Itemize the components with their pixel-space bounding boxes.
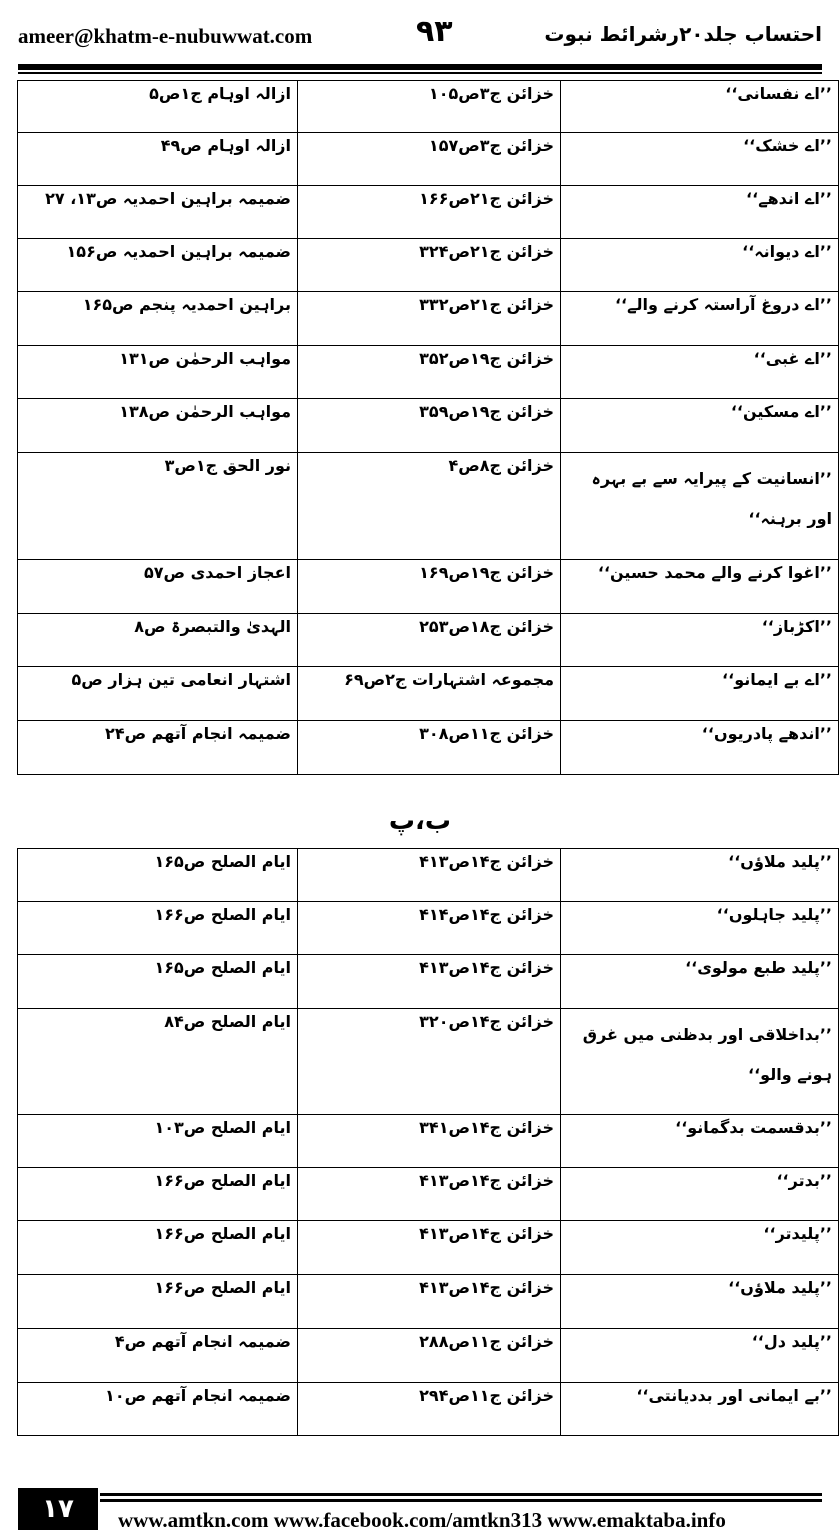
table-row: [18, 955, 839, 1009]
table-row: [18, 239, 839, 292]
word-cell: ’’اے غبی‘‘: [561, 346, 839, 399]
khazain-cell: خزائن ج۱۱ص۲۸۸: [298, 1329, 561, 1383]
khazain-cell: خزائن ج۸ص۴: [298, 453, 561, 560]
khazain-cell: خزائن ج۱۴ص۴۱۴: [298, 902, 561, 955]
source-cell: ضمیمہ انجام آتھم ص۱۰: [18, 1383, 298, 1436]
source-cell: ضمیمہ انجام آتھم ص۲۴: [18, 721, 298, 775]
source-cell: ضمیمہ براہین احمدیہ ص۱۵۶: [18, 239, 298, 292]
header-rule-thin: [18, 72, 822, 74]
header-rule-thick: [18, 64, 822, 70]
table-row: [18, 614, 839, 667]
table-row: [18, 346, 839, 399]
khazain-cell: خزائن ج۱۸ص۲۵۳: [298, 614, 561, 667]
word-cell: ’’پلید جاہلوں‘‘: [561, 902, 839, 955]
source-cell: ضمیمہ انجام آتھم ص۴: [18, 1329, 298, 1383]
word-cell: ’’بداخلاقی اور بدظنی میں غرق ہونے والو‘‘: [561, 1009, 839, 1115]
source-cell: ایام الصلح ص۱۶۶: [18, 1275, 298, 1329]
page-title: احتساب جلد۲۰رشرائط نبوت: [544, 22, 822, 46]
table-row: [18, 292, 839, 346]
source-cell: ایام الصلح ص۱۶۵: [18, 955, 298, 1009]
word-cell: ’’اکڑباز‘‘: [561, 614, 839, 667]
word-cell: ’’اغوا کرنے والے محمد حسین‘‘: [561, 560, 839, 614]
source-cell: نور الحق ج۱ص۳: [18, 453, 298, 560]
table-row: [18, 1221, 839, 1275]
khazain-cell: خزائن ج۱۹ص۳۵۹: [298, 399, 561, 453]
word-cell: ’’اے خشک‘‘: [561, 133, 839, 186]
table-row: [18, 1115, 839, 1168]
khazain-cell: مجموعہ اشتہارات ج۲ص۶۹: [298, 667, 561, 721]
source-cell: ازالہ اوہام ص۴۹: [18, 133, 298, 186]
khazain-cell: خزائن ج۱۴ص۴۱۳: [298, 1168, 561, 1221]
source-cell: ایام الصلح ص۱۶۶: [18, 1221, 298, 1275]
footer-page-number: ۱۷: [18, 1488, 98, 1530]
source-cell: مواہب الرحمٰن ص۱۳۸: [18, 399, 298, 453]
table-row: [18, 560, 839, 614]
source-cell: ازالہ اوہام ج۱ص۵: [18, 81, 298, 133]
words-table-alif: [17, 80, 839, 775]
word-cell: ’’بے ایمانی اور بددیانتی‘‘: [561, 1383, 839, 1436]
table-row: [18, 133, 839, 186]
khazain-cell: خزائن ج۱۱ص۲۹۴: [298, 1383, 561, 1436]
khazain-cell: خزائن ج۱۹ص۳۵۲: [298, 346, 561, 399]
word-cell: ’’اندھے پادریوں‘‘: [561, 721, 839, 775]
khazain-cell: خزائن ج۲۱ص۳۳۲: [298, 292, 561, 346]
page-number: ۹۳: [416, 14, 453, 49]
table-row: [18, 1168, 839, 1221]
table-row: [18, 1329, 839, 1383]
khazain-cell: خزائن ج۱۴ص۳۲۰: [298, 1009, 561, 1115]
khazain-cell: خزائن ج۱۴ص۴۱۳: [298, 1221, 561, 1275]
section-heading: ب،پ: [388, 806, 452, 836]
khazain-cell: خزائن ج۱۴ص۳۴۱: [298, 1115, 561, 1168]
source-cell: ایام الصلح ص۱۶۶: [18, 1168, 298, 1221]
khazain-cell: خزائن ج۲۱ص۱۶۶: [298, 186, 561, 239]
khazain-cell: خزائن ج۳ص۱۰۵: [298, 81, 561, 133]
page-header: [18, 14, 822, 60]
word-cell: ’’اے نفسانی‘‘: [561, 81, 839, 133]
table-row: [18, 399, 839, 453]
khazain-cell: خزائن ج۱۱ص۳۰۸: [298, 721, 561, 775]
source-cell: ایام الصلح ص۱۰۳: [18, 1115, 298, 1168]
table-row: [18, 1009, 839, 1115]
word-cell: ’’اے اندھے‘‘: [561, 186, 839, 239]
word-cell: ’’پلید ملاؤں‘‘: [561, 849, 839, 902]
word-cell: ’’بدتر‘‘: [561, 1168, 839, 1221]
word-cell: ’’پلیدتر‘‘: [561, 1221, 839, 1275]
footer-links: www.amtkn.com www.facebook.com/amtkn313 www.emaktaba.info: [118, 1508, 726, 1532]
khazain-cell: خزائن ج۲۱ص۳۲۴: [298, 239, 561, 292]
word-cell: ’’اے دروغ آراستہ کرنے والے‘‘: [561, 292, 839, 346]
source-cell: ایام الصلح ص۸۴: [18, 1009, 298, 1115]
table-row: [18, 81, 839, 133]
source-cell: ضمیمہ براہین احمدیہ ص۱۳، ۲۷: [18, 186, 298, 239]
footer-rule-top: [100, 1493, 822, 1496]
source-cell: براہین احمدیہ پنجم ص۱۶۵: [18, 292, 298, 346]
word-cell: ’’پلید ملاؤں‘‘: [561, 1275, 839, 1329]
table-row: [18, 667, 839, 721]
word-cell: ’’اے بے ایمانو‘‘: [561, 667, 839, 721]
table-row: [18, 453, 839, 560]
table-row: [18, 902, 839, 955]
table-row: [18, 721, 839, 775]
word-cell: ’’انسانیت کے پیرایہ سے بے بہرہ اور برہنہ‘‘: [561, 453, 839, 560]
word-cell: ’’بدقسمت بدگمانو‘‘: [561, 1115, 839, 1168]
footer-rule-bottom: [100, 1499, 822, 1502]
source-cell: اشتہار انعامی تین ہزار ص۵: [18, 667, 298, 721]
khazain-cell: خزائن ج۳ص۱۵۷: [298, 133, 561, 186]
table-row: [18, 1383, 839, 1436]
source-cell: مواہب الرحمٰن ص۱۳۱: [18, 346, 298, 399]
word-cell: ’’اے دیوانہ‘‘: [561, 239, 839, 292]
khazain-cell: خزائن ج۱۴ص۴۱۳: [298, 1275, 561, 1329]
table-row: [18, 1275, 839, 1329]
khazain-cell: خزائن ج۱۴ص۴۱۳: [298, 849, 561, 902]
word-cell: ’’پلید طبع مولوی‘‘: [561, 955, 839, 1009]
khazain-cell: خزائن ج۱۴ص۴۱۳: [298, 955, 561, 1009]
source-cell: الہدیٰ والتبصرۃ ص۸: [18, 614, 298, 667]
header-email: ameer@khatm-e-nubuwwat.com: [18, 24, 313, 48]
word-cell: ’’اے مسکین‘‘: [561, 399, 839, 453]
source-cell: ایام الصلح ص۱۶۵: [18, 849, 298, 902]
word-cell: ’’پلید دل‘‘: [561, 1329, 839, 1383]
table-row: [18, 186, 839, 239]
words-table-be-pe: [17, 848, 839, 1436]
source-cell: ایام الصلح ص۱۶۶: [18, 902, 298, 955]
table-row: [18, 849, 839, 902]
source-cell: اعجاز احمدی ص۵۷: [18, 560, 298, 614]
khazain-cell: خزائن ج۱۹ص۱۶۹: [298, 560, 561, 614]
